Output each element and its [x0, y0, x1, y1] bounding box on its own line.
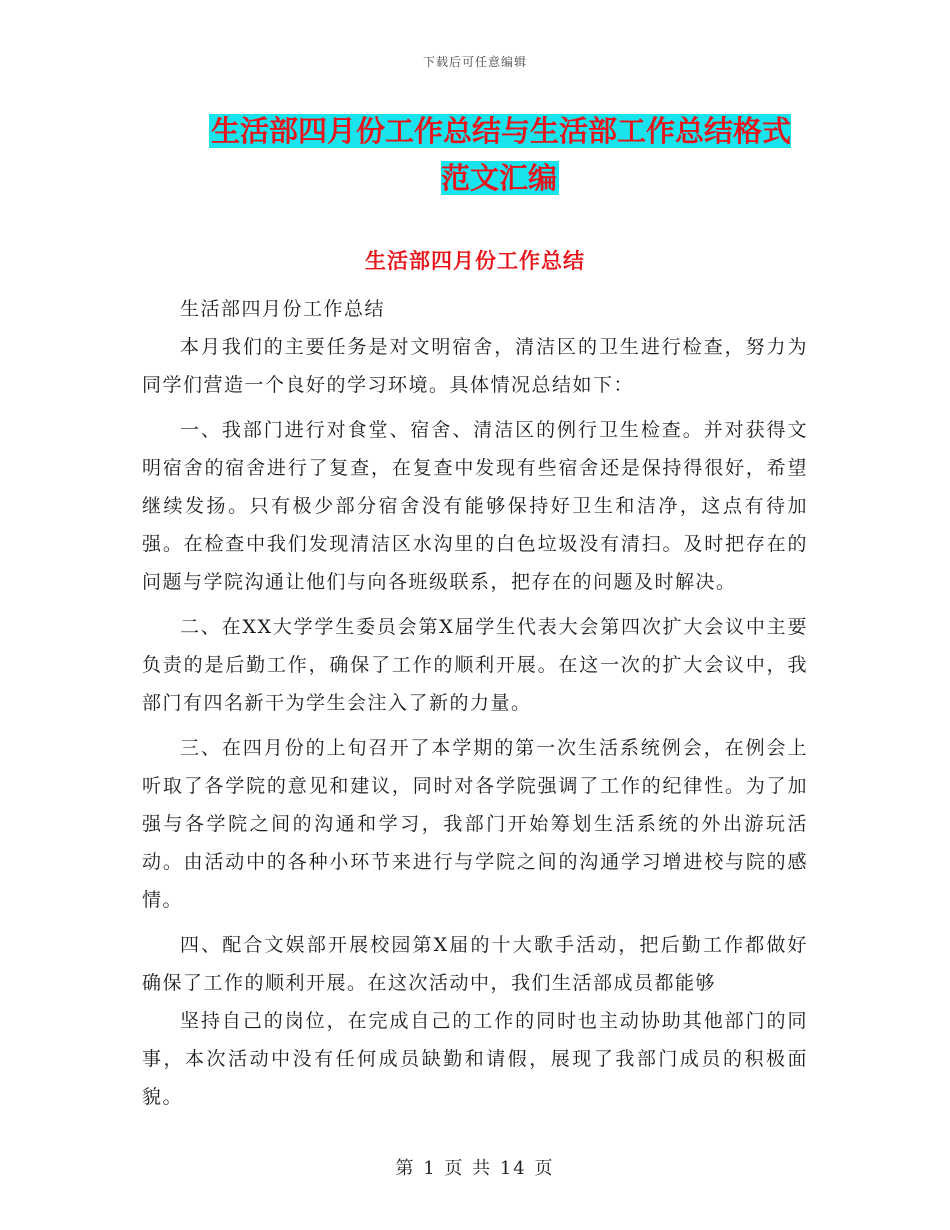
header-note: 下载后可任意编辑	[422, 55, 527, 69]
document-title-text: 生活部四月份工作总结与生活部工作总结格式范文汇编	[210, 114, 791, 195]
page-number: 第 1 页 共 14 页	[395, 1158, 555, 1179]
paragraph: 二、在XX大学学生委员会第X届学生代表大会第四次扩大会议中主要负责的是后勤工作，确保了工作的顺利开展。在这一次的扩大会议中，我部门有四名新干为学生会注入了新的力量。	[142, 616, 808, 714]
document-body	[142, 290, 808, 1116]
paragraph: 本月我们的主要任务是对文明宿舍，清洁区的卫生进行检查，努力为同学们营造一个良好的学习环境。具体情况总结如下：	[142, 336, 808, 396]
paragraph: 坚持自己的岗位，在完成自己的工作的同时也主动协助其他部门的同事，本次活动中没有任何成员缺勤和请假，展现了我部门成员的积极面貌。	[142, 1010, 808, 1108]
section-title: 生活部四月份工作总结	[365, 249, 585, 273]
paragraph: 一、我部门进行对食堂、宿舍、清洁区的例行卫生检查。并对获得文明宿舍的宿舍进行了复查，在复查中发现有些宿舍还是保持得很好，希望继续发扬。只有极少部分宿舍没有能够保持好卫生和洁净，这点有待加强。在检查中我们发现清洁区水沟里的白色垃圾没有清扫。及时把存在的问题与学院沟通让他们与向各班级联系，把存在的问题及时解决。	[142, 419, 808, 593]
paragraph: 四、配合文娱部开展校园第X届的十大歌手活动，把后勤工作都做好确保了工作的顺利开展。在这次活动中，我们生活部成员都能够	[142, 934, 808, 994]
paragraph: 三、在四月份的上旬召开了本学期的第一次生活系统例会，在例会上听取了各学院的意见和建议，同时对各学院强调了工作的纪律性。为了加强与各学院之间的沟通和学习，我部门开始筹划生活系统的外出游玩活动。由活动中的各种小环节来进行与学院之间的沟通学习增进校与院的感情。	[142, 737, 808, 911]
document-title	[195, 108, 805, 202]
paragraph: 生活部四月份工作总结	[180, 298, 386, 320]
